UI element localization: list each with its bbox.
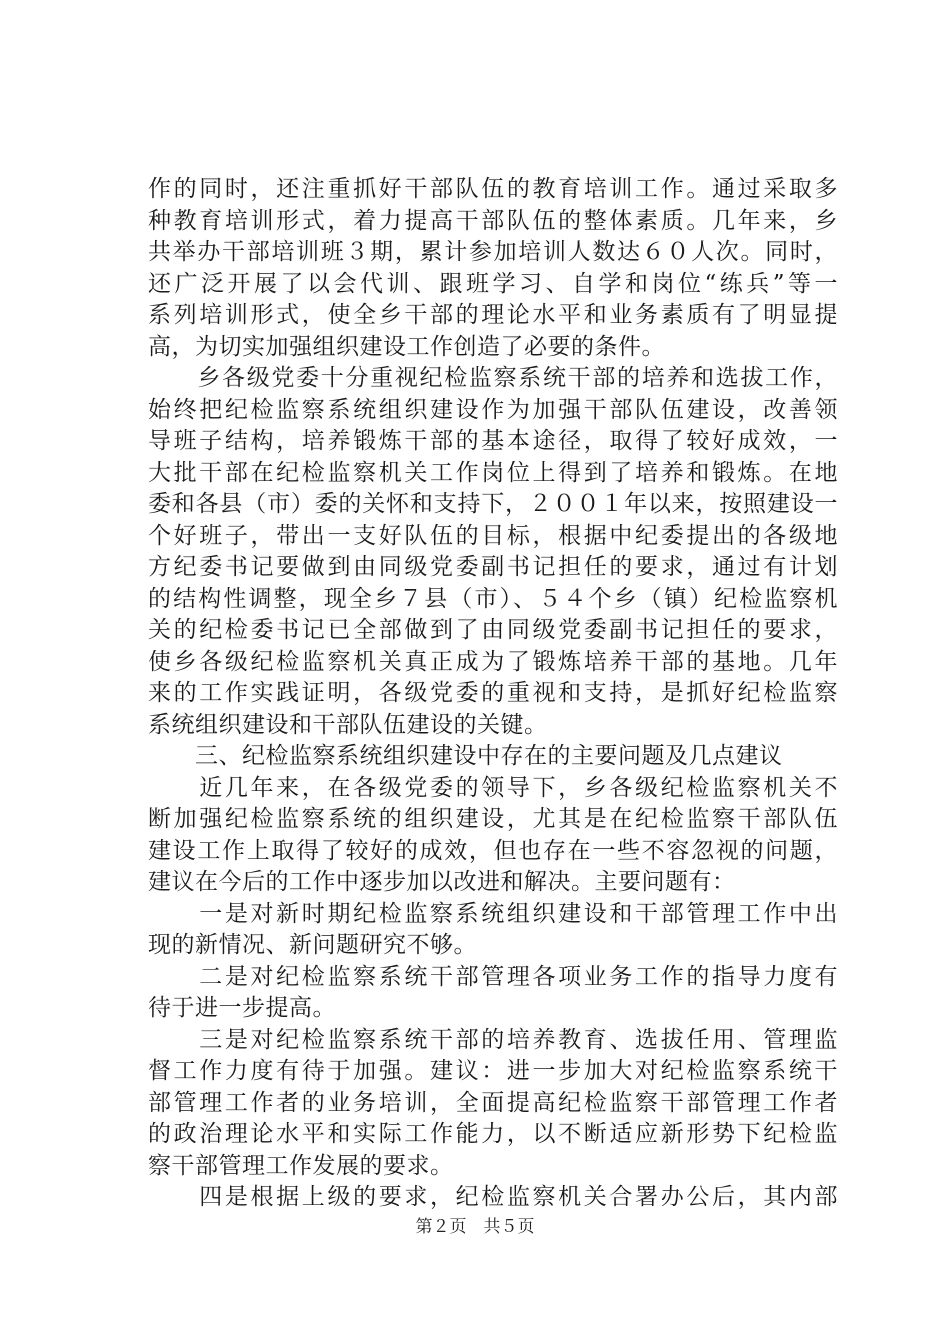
text-line: 督工作力度有待于加强。建议：进一步加大对纪检监察系统干 bbox=[148, 1058, 838, 1084]
text-line: 三、纪检监察系统组织建设中存在的主要问题及几点建议 bbox=[148, 743, 783, 769]
text-line: 的政治理论水平和实际工作能力，以不断适应新形势下纪检监 bbox=[148, 1121, 838, 1147]
document-body bbox=[148, 174, 838, 1214]
text-line: 二是对纪检监察系统干部管理各项业务工作的指导力度有 bbox=[148, 963, 838, 990]
text-line: 始终把纪检监察系统组织建设作为加强干部队伍建设，改善领 bbox=[148, 396, 838, 423]
text-line: 委和各县（市）委的关怀和支持下，２００１年以来，按照建设一 bbox=[148, 491, 838, 517]
text-line: 一是对新时期纪检监察系统组织建设和干部管理工作中出 bbox=[148, 900, 838, 927]
text-line: 系统组织建设和干部队伍建设的关键。 bbox=[148, 711, 548, 738]
text-line: 来的工作实践证明，各级党委的重视和支持，是抓好纪检监察 bbox=[148, 680, 838, 706]
text-line: 方纪委书记要做到由同级党委副书记担任的要求，通过有计划 bbox=[148, 554, 838, 580]
text-line: 关的纪检委书记已全部做到了由同级党委副书记担任的要求， bbox=[148, 617, 838, 643]
text-line: 建设工作上取得了较好的成效，但也存在一些不容忽视的问题， bbox=[148, 837, 838, 864]
text-line: 建议在今后的工作中逐步加以改进和解决。主要问题有： bbox=[148, 869, 736, 895]
text-line: 高，为切实加强组织建设工作创造了必要的条件。 bbox=[148, 333, 665, 360]
text-line: 还广泛开展了以会代训、跟班学习、自学和岗位“练兵”等一 bbox=[148, 270, 838, 297]
text-line: 三是对纪检监察系统干部的培养教育、选拔任用、管理监 bbox=[148, 1026, 838, 1053]
page-footer: 第２页 共５页 bbox=[415, 1217, 535, 1237]
text-line: 现的新情况、新问题研究不够。 bbox=[148, 932, 477, 958]
text-line: 系列培训形式，使全乡干部的理论水平和业务素质有了明显提 bbox=[148, 302, 838, 328]
text-line: 种教育培训形式，着力提高干部队伍的整体素质。几年来，乡 bbox=[148, 207, 838, 234]
text-line: 共举办干部培训班３期，累计参加培训人数达６０人次。同时， bbox=[148, 239, 838, 265]
text-line: 使乡各级纪检监察机关真正成为了锻炼培养干部的基地。几年 bbox=[148, 648, 838, 675]
text-line: 四是根据上级的要求，纪检监察机关合署办公后，其内部 bbox=[148, 1184, 838, 1210]
text-line: 个好班子，带出一支好队伍的目标，根据中纪委提出的各级地 bbox=[148, 522, 838, 549]
text-line: 待于进一步提高。 bbox=[148, 995, 336, 1021]
text-line: 部管理工作者的业务培训，全面提高纪检监察干部管理工作者 bbox=[148, 1089, 838, 1116]
text-line: 大批干部在纪检监察机关工作岗位上得到了培养和锻炼。在地 bbox=[148, 459, 838, 486]
text-line: 导班子结构，培养锻炼干部的基本途径，取得了较好成效，一 bbox=[148, 428, 838, 454]
text-line: 的结构性调整，现全乡７县（市）、５４个乡（镇）纪检监察机 bbox=[148, 585, 838, 612]
text-line: 乡各级党委十分重视纪检监察系统干部的培养和选拔工作， bbox=[148, 365, 838, 391]
text-line: 察干部管理工作发展的要求。 bbox=[148, 1152, 454, 1179]
text-line: 作的同时，还注重抓好干部队伍的教育培训工作。通过采取多 bbox=[148, 176, 838, 202]
text-line: 断加强纪检监察系统的组织建设，尤其是在纪检监察干部队伍 bbox=[148, 806, 838, 832]
text-line: 近几年来，在各级党委的领导下，乡各级纪检监察机关不 bbox=[148, 774, 838, 801]
